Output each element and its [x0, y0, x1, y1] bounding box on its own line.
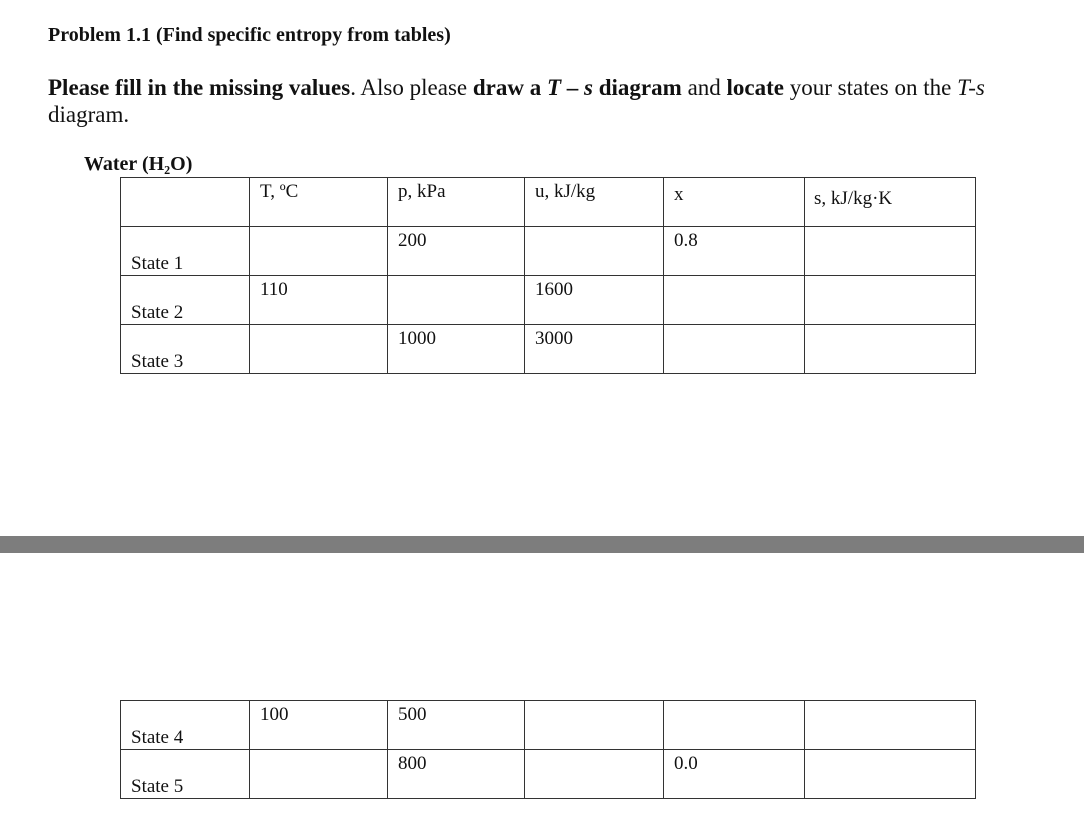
state-5-internal-energy[interactable] — [525, 750, 664, 799]
state-3-temperature[interactable] — [250, 325, 388, 374]
state-label-cell: State 3 — [121, 325, 250, 374]
table-row-state-3 — [121, 325, 976, 374]
state-1-pressure[interactable]: 200 — [388, 227, 525, 276]
table-row-state-2 — [121, 276, 976, 325]
state-2-entropy[interactable] — [805, 276, 976, 325]
state-4-quality[interactable] — [664, 701, 805, 750]
state-1-entropy[interactable] — [805, 227, 976, 276]
header-pressure: p, kPa — [388, 178, 525, 227]
header-row — [121, 178, 976, 227]
state-4-internal-energy[interactable] — [525, 701, 664, 750]
state-4-entropy[interactable] — [805, 701, 976, 750]
state-3-internal-energy[interactable]: 3000 — [525, 325, 664, 374]
state-3-entropy[interactable] — [805, 325, 976, 374]
header-quality: x — [664, 178, 805, 227]
state-label-cell: State 1 — [121, 227, 250, 276]
state-1-internal-energy[interactable] — [525, 227, 664, 276]
state-1-quality[interactable]: 0.8 — [664, 227, 805, 276]
state-5-entropy[interactable] — [805, 750, 976, 799]
state-3-quality[interactable] — [664, 325, 805, 374]
state-2-quality[interactable] — [664, 276, 805, 325]
table-row-state-4 — [121, 701, 976, 750]
instructions: Please fill in the missing values. Also please draw a T – s diagram and locate your states on the T-s diagram. — [48, 75, 985, 127]
page-break-divider — [0, 536, 1084, 553]
state-label-cell: State 5 — [121, 750, 250, 799]
state-4-temperature[interactable]: 100 — [250, 701, 388, 750]
state-5-quality[interactable]: 0.0 — [664, 750, 805, 799]
state-2-pressure[interactable] — [388, 276, 525, 325]
state-5-pressure[interactable]: 800 — [388, 750, 525, 799]
table-row-state-1 — [121, 227, 976, 276]
state-2-temperature[interactable]: 110 — [250, 276, 388, 325]
header-internal-energy: u, kJ/kg — [525, 178, 664, 227]
state-label-cell: State 2 — [121, 276, 250, 325]
header-temperature: T, ºC — [250, 178, 388, 227]
properties-table-top — [120, 177, 976, 374]
instruction-locate: locate — [726, 75, 784, 100]
header-entropy: s, kJ/kg·K — [805, 178, 976, 227]
problem-title: Problem 1.1 (Find specific entropy from tables) — [48, 24, 451, 46]
state-2-internal-energy[interactable]: 1600 — [525, 276, 664, 325]
state-3-pressure[interactable]: 1000 — [388, 325, 525, 374]
state-label-cell: State 4 — [121, 701, 250, 750]
properties-table-bottom — [120, 700, 976, 799]
instruction-draw: draw a — [472, 75, 542, 100]
state-4-pressure[interactable]: 500 — [388, 701, 525, 750]
instruction-fill-in: Please fill in the missing values — [48, 75, 351, 100]
table-row-state-5 — [121, 750, 976, 799]
header-corner-cell — [121, 178, 250, 227]
state-5-temperature[interactable] — [250, 750, 388, 799]
fluid-label: Water (H₂O) — [84, 153, 193, 175]
state-1-temperature[interactable] — [250, 227, 388, 276]
